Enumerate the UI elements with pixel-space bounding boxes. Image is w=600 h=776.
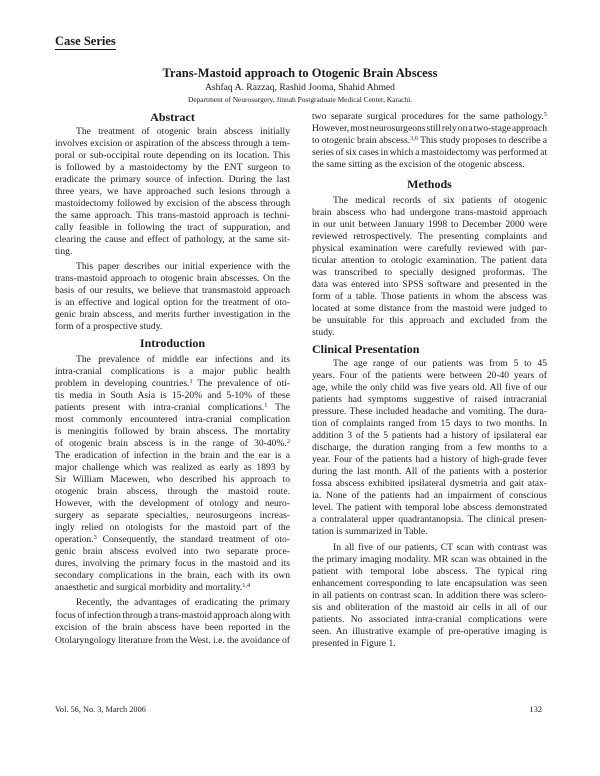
text-line: major challenge which was realized as early as 1893 by: [55, 462, 290, 473]
text-line: data was entered into SPSS software and presented in the: [312, 279, 547, 290]
text-line: This paper describes our initial experience with the: [76, 261, 290, 272]
methods-paragraph: [312, 195, 547, 339]
text-line: The treatment of otogenic brain abscess initially: [76, 126, 290, 137]
citation-superscript: 1: [264, 401, 268, 409]
text-line: year. Four of the patients had a history of high-grade fever: [312, 454, 547, 465]
text-line: was transcribed to specially designed proformas. The: [312, 267, 547, 278]
abstract-heading: Abstract: [150, 110, 195, 124]
text-line: cally feasible in following the tract of suppuration, and: [55, 222, 290, 233]
text-line: presented in Figure 1.: [312, 638, 396, 649]
text-line: located at some distance from the mastoid were judged to: [312, 303, 547, 314]
text-line: patients had symptoms suggestive of raised intracranial: [312, 394, 547, 405]
text-line: The eradication of infection in the brain and the ear is a: [55, 450, 290, 461]
text-line: genic brain abscess evolved into two separate proce-: [55, 546, 290, 557]
text-line: three years, we have approached such lesions through a: [55, 186, 290, 197]
text-line: problem in developing countries.$^1$ The prevalence of oti-: [55, 377, 290, 389]
text-line: involves excision or aspiration of the abscess through a tem-: [55, 138, 290, 149]
text-line: the primary imaging modality. MR scan was obtained in the: [312, 554, 547, 565]
citation-superscript: 1,4: [242, 581, 251, 589]
text-line: poral or sub-occipital route depending on its location. This: [55, 150, 290, 161]
text-line: The age range of our patients was from 5 to 45: [333, 358, 547, 369]
text-line: discharge, the duration ranging from a few months to a: [312, 442, 547, 453]
text-line: brain abscess who had undergone trans-mastoid approach: [312, 207, 547, 218]
text-line: eradicate the primary source of infection. During the last: [55, 174, 290, 185]
abstract-paragraph-2: [55, 261, 290, 333]
text-line: intra-cranial complications is a major public health: [55, 366, 290, 377]
text-line: a contralateral upper quadrantanopsia. The clinical presen-: [312, 514, 547, 525]
text-line: mastoidectomy followed by excision of the abscess through: [55, 198, 290, 209]
text-line: tation is summarized in Table.: [312, 526, 428, 537]
text-line: ingly relied on otologists for the mastoid part of the: [55, 522, 290, 533]
text-line: in all patients on contrast scan. In addition there was sclero-: [312, 590, 547, 601]
text-line: otogenic brain abscess, through the mastoid route.: [55, 486, 290, 497]
text-line: form of a prospective study.: [55, 321, 163, 332]
text-line: However, most neurosurgeons still rely on a two-stage approach: [312, 123, 547, 134]
clinical-presentation-paragraph-1: [312, 358, 547, 538]
introduction-paragraph-2-continued: [312, 111, 547, 171]
text-line: secondary complications in the brain, each with its own: [55, 570, 290, 581]
text-line: surgery as separate specialties, neurosurgeons increas-: [55, 510, 290, 521]
text-line: in our unit between January 1998 to December 2000 were: [312, 219, 547, 230]
introduction-paragraph-2: [55, 597, 290, 647]
text-line: Recently, the advantages of eradicating the primary: [76, 597, 290, 608]
text-line: Otolaryngology literature from the West. i.e. the avoidance of: [55, 634, 290, 646]
author-affiliation: Department of Neurosurgery, Jinnah Postgraduate Medical Center, Karachi.: [187, 95, 413, 104]
text-line: the same approach. This trans-mastoid approach is techni-: [55, 210, 290, 221]
text-line: pressure. These included headache and vomiting. The dura-: [312, 406, 547, 417]
text-line: during the last month. All of the patients with a posterior: [312, 466, 547, 477]
text-line: most commonly encountered intra-cranial complication: [55, 414, 290, 425]
page-number: 132: [529, 705, 542, 714]
article-title: Trans-Mastoid approach to Otogenic Brain Abscess: [162, 66, 438, 80]
text-line: patient with temporal lobe abscess. The typical ring: [312, 566, 547, 577]
text-line: sis and obliteration of the mastoid air cells in all of our: [312, 602, 547, 613]
text-line: form of a table. Those patients in whom the abscess was: [312, 291, 547, 302]
text-line: series of six cases in which a mastoidectomy was performed at: [312, 147, 547, 158]
text-line: be unsuitable for this approach and excluded from the: [312, 315, 547, 326]
text-line: age, while the only child was five years old. All five of our: [312, 382, 547, 393]
author-list: Ashfaq A. Razzaq, Rashid Jooma, Shahid Ahmed: [205, 82, 395, 93]
text-line: patients. No associated intra-cranial complications were: [312, 614, 547, 625]
methods-heading: Methods: [407, 177, 452, 191]
clinical-presentation-heading: Clinical Presentation: [312, 342, 420, 356]
text-line: years. Four of the patients were between 20-40 years of: [312, 370, 547, 381]
text-line: However, with the development of otology and neuro-: [55, 498, 290, 509]
citation-superscript: 2: [286, 437, 290, 445]
text-line: is meningitis followed by brain abscess. The mortality: [55, 426, 290, 437]
text-line: anaesthetic and surgical morbidity and mortality.$^{1,4}$: [55, 581, 251, 593]
text-line: trans-mastoid approach to otogenic brain abscesses. On the: [55, 273, 290, 284]
text-line: study.: [312, 327, 335, 338]
text-line: is an effective and logical option for the treatment of oto-: [55, 297, 290, 308]
text-line: of otogenic brain abscess is in the range of 30-40%.$^2$: [55, 437, 290, 449]
text-line: level. The patient with temporal lobe abscess demonstrated: [312, 502, 547, 513]
citation-superscript: 3,6: [410, 134, 419, 142]
text-line: In all five of our patients, CT scan with contrast was: [333, 542, 547, 553]
abstract-paragraph-1: [55, 126, 290, 258]
text-line: tion of complaints ranged from 15 days to two months. In: [312, 418, 547, 429]
text-line: Sir William Macewen, who described his approach to: [55, 474, 290, 485]
citation-superscript: 3: [93, 533, 97, 541]
section-label: Case Series: [55, 34, 116, 48]
text-line: ia. None of the patients had an impairment of conscious: [312, 490, 547, 501]
text-line: patients present with intra-cranial complications.$^1$ The: [55, 401, 290, 413]
text-line: addition 3 of the 5 patients had a history of ipsilateral ear: [312, 430, 547, 441]
text-line: the same sitting as the excision of the otogenic abscess.: [312, 159, 525, 170]
text-line: seen. An illustrative example of pre-operative imaging is: [312, 626, 547, 637]
introduction-heading: Introduction: [139, 336, 206, 350]
text-line: focus of infection through a trans-mastoid approach along with: [55, 609, 290, 621]
text-line: fossa abscess exhibited ipsilateral dysmetria and gait atax-: [312, 478, 547, 489]
text-line: tis media in South Asia is 15-20% and 5-10% of these: [55, 390, 290, 401]
text-line: ting.: [55, 246, 73, 257]
journal-issue: Vol. 56, No. 3, March 2006: [55, 705, 146, 714]
text-line: ticular attention to otologic examination. The patient data: [312, 255, 547, 266]
text-line: The medical records of six patients of otogenic: [333, 195, 547, 206]
citation-superscript: 1: [189, 377, 193, 385]
text-line: to otogenic brain abscess.$^{3,6}$ This study proposes to describe a: [312, 134, 547, 146]
citation-superscript: 5: [543, 110, 547, 118]
text-line: basis of our results, we believe that transmastoid approach: [55, 285, 290, 296]
text-line: is followed by a mastoidectomy by the ENT surgeon to: [55, 162, 290, 173]
text-line: two separate surgical procedures for the same pathology.$^5$: [312, 110, 547, 122]
text-line: excision of the brain abscess have been reported in the: [55, 622, 290, 634]
text-line: physical examination were carefully reviewed with par-: [312, 243, 547, 254]
text-line: reviewed retrospectively. The presenting complaints and: [312, 231, 547, 242]
text-line: The prevalence of middle ear infections and its: [76, 354, 290, 365]
text-line: dures, involving the primary focus in the mastoid and its: [55, 558, 290, 569]
introduction-paragraph-1: [55, 354, 290, 594]
text-line: operation.$^3$ Consequently, the standard treatment of oto-: [55, 533, 290, 545]
clinical-presentation-paragraph-2: [312, 542, 547, 650]
text-line: genic brain abscess, and merits further investigation in the: [55, 309, 290, 320]
text-line: clearing the cause and effect of pathology, at the same sit-: [55, 234, 290, 245]
text-line: enhancement corresponding to late encapsulation was seen: [312, 578, 547, 589]
